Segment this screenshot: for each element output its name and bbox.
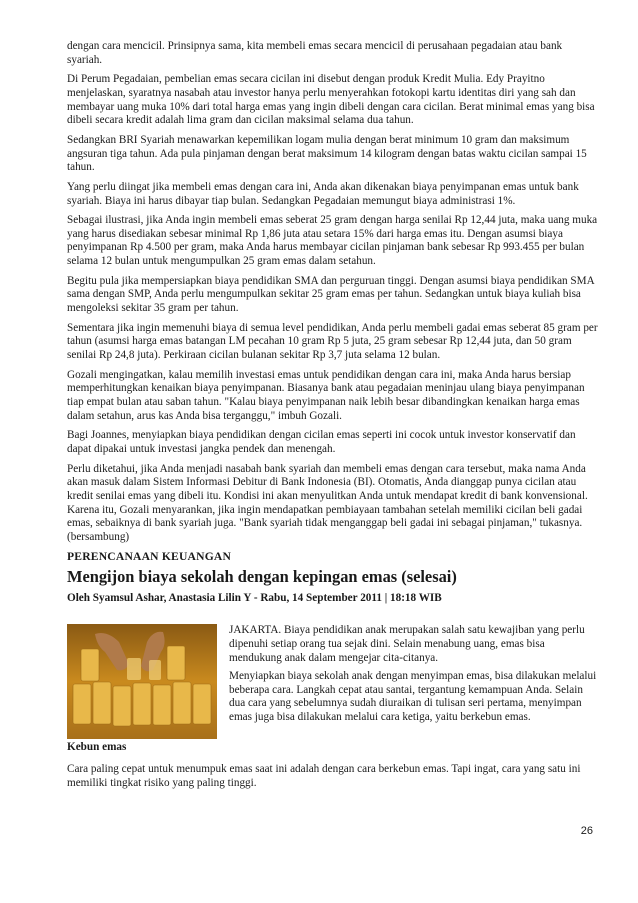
article-page [67,40,599,797]
article-byline: Oleh Syamsul Ashar, Anastasia Lilin Y - Rabu, 14 September 2011 | 18:18 WIB [67,592,442,605]
paragraph: Gozali mengingatkan, kalau memilih investasi emas untuk pendidikan dengan cara ini, maka Anda harus bersiap memperhitungkan kenaikan biaya penyimpanan. Biasanya bank atau pegadaian meninjau ulang biaya penyimpanan tiap empat bulan atau saban tahun. "Kalau biaya penyimpanan naik lebih besar dibandingkan kenaikan harga emas dalam setahun, arus kas Anda bisa terganggu," imbuh Gozali. [67,368,585,422]
paragraph: Sementara jika ingin memenuhi biaya di semua level pendidikan, Anda perlu membeli gadai emas seberat 85 gram per tahun (asumsi harga emas batangan LM pecahan 10 gram Rp 5 juta, 25 gram sebesar Rp 12,44 juta, dan 50 gram senilai Rp 24,8 juta). Perkiraan cicilan bulanan sekitar Rp 3,7 juta selama 12 bulan. [67,321,598,361]
photo-side-text [229,624,599,729]
page-number: 26 [580,825,593,837]
paragraph: Di Perum Pegadaian, pembelian emas secara cicilan ini disebut dengan produk Kredit Mulia. Edy Prayitno menjelaskan, syaratnya nasabah atau investor hanya perlu menyerahkan fotokopi kartu identitas diri yang sah dan membayar uang muka 10% dari total harga emas yang ingin dibeli dengan cara cicilan. Berat minimal emas yang bisa dibeli secara kredit adalah lima gram dan cicilan maksimal selama dua tahun. [67,73,595,127]
section-subhead: Kebun emas [67,741,127,754]
paragraph: Sedangkan BRI Syariah menawarkan kepemilikan logam mulia dengan berat minimum 10 gram dan maksimum angsuran tiga tahun. Ada pula pinjaman dengan berat maksimum 14 kilogram dengan batas waktu cicilan sampai 15 tahun. [67,133,587,174]
paragraph: Cara paling cepat untuk menumpuk emas saat ini adalah dengan cara berkebun emas. Tapi ingat, cara yang satu ini memiliki tingkat risiko yang paling tinggi. [67,763,581,790]
paragraph: dengan cara mencicil. Prinsipnya sama, kita membeli emas secara mencicil di perusahaan pegadaian atau bank syariah. [67,40,563,66]
paragraph: Sebagai ilustrasi, jika Anda ingin membeli emas seberat 25 gram dengan harga senilai Rp 12,44 juta, maka uang muka yang harus disediakan sebesar minimal Rp 1,86 juta atau setara 15% dari harga emas itu. Dengan asumsi biaya penyimpanan Rp 4.500 per gram, maka Anda harus membayar cicilan pinjaman bank sebesar Rp 993.455 per bulan selama 12 bulan untuk mengumpulkan 25 gram emas dalam setahun. [67,214,598,268]
paragraph: JAKARTA. Biaya pendidikan anak merupakan salah satu kewajiban yang perlu dipenuhi setiap orang tua sejak dini. Selain menabung uang, emas bisa mendukung anak dalam mengejar cita-citanya. [229,624,585,664]
paragraph: Perlu diketahui, jika Anda menjadi nasabah bank syariah dan membeli emas dengan cara tersebut, maka nama Anda akan masuk dalam Sistem Informasi Debitur di Bank Indonesia (BI). Otomatis, Anda dianggap punya cicilan atau kredit senilai emas yang dibeli itu. Kondisi ini akan menyulitkan Anda untuk mendapat kredit di bank konvensional. Karena itu, Gozali menyarankan, jika ingin mendapatkan pembiayaan tambahan setelah memiliki cicilan beli gadai emas, sebaiknya di bank syariah juga. "Bank syariah tidak menganggap beli gadai ini sebagai pinjaman," tukasnya. (bersambung) [67,462,588,543]
section-kicker: PERENCANAAN KEUANGAN [67,550,232,564]
paragraph: Begitu pula jika mempersiapkan biaya pendidikan SMA dan perguruan tinggi. Dengan asumsi biaya pendidikan SMA sama dengan SMP, Anda perlu mengumpulkan sekitar 25 gram emas per tahun. Sedangkan untuk biaya kuliah bisa mengoleksi sekitar 35 gram per tahun. [67,274,595,315]
paragraph: Bagi Joannes, menyiapkan biaya pendidikan dengan cicilan emas seperti ini cocok untuk investor konservatif dan dapat dipakai untuk investasi jangka pendek dan menengah. [67,429,576,455]
paragraph: Yang perlu diingat jika membeli emas dengan cara ini, Anda akan dikenakan biaya penyimpanan emas untuk bank syariah. Biaya ini harus dibayar tiap bulan. Sedangkan Pegadaian memungut biaya administrasi 1%. [67,180,579,207]
article-headline: Mengijon biaya sekolah dengan kepingan emas (selesai) [67,567,457,587]
paragraph: Menyiapkan biaya sekolah anak dengan menyimpan emas, bisa dilakukan melalui beberapa cara. Langkah cepat atau santai, tergantung kemampuan Anda. Selain dua cara yang sebelumnya sudah diuraikan di tulisan seri pertama, menyimpan emas juga bisa dilakukan melalui cara ketiga, yaitu berkebun emas. [229,670,597,724]
gold-bars-photo [67,624,217,739]
photo-row [67,624,599,739]
